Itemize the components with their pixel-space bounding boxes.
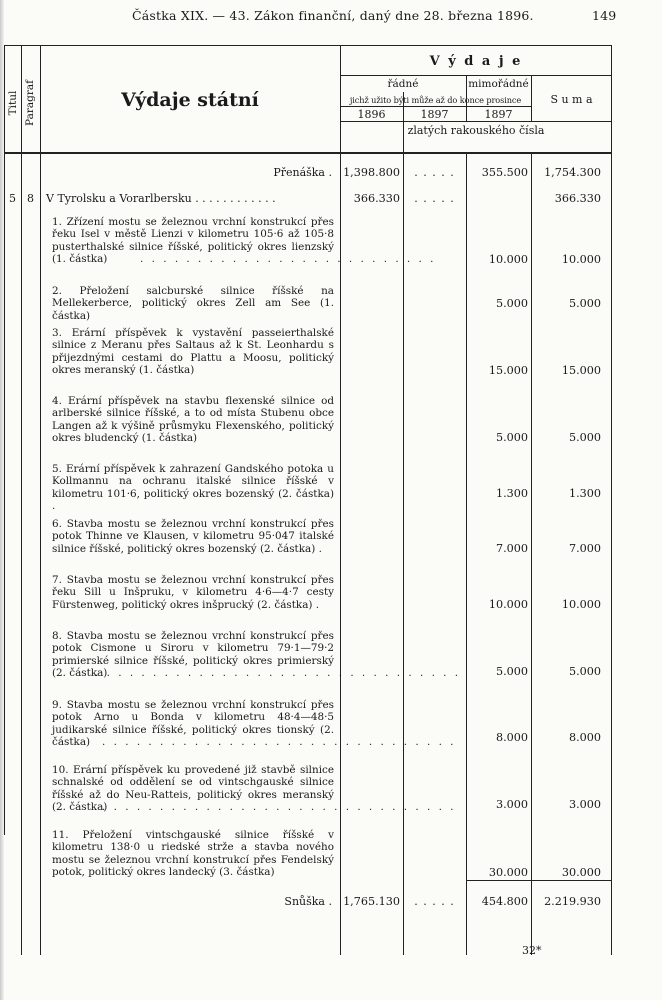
item-mimoradne: 30.000 <box>488 866 528 879</box>
list-item: 3. Erární příspěvek k vystavění passeierthalské silnice z Meranu přes Saltaus až k St. Leonhardu s přijezdnými cestami do Plattu a Moosu, politický okres meranský (1. částka) <box>52 327 334 377</box>
item-suma: 15.000 <box>561 364 601 377</box>
total-mimoradne: 454.800 <box>481 895 528 908</box>
section-suma: 366.330 <box>554 192 601 205</box>
column-header-radne: řádné <box>387 78 419 90</box>
column-note-jichz: jichž užito býti může až do konce prosince <box>349 95 522 105</box>
column-year-1897-mimoradne: 1897 <box>484 108 513 121</box>
column-header-mimoradne: mimořádné <box>468 78 529 90</box>
list-item: 8. Stavba mostu se železnou vrchní konstrukcí přes potok Cismone u Siroru v kilometru 79·1—79·2 primierské silnice říšské, politický okres primierský (2. částka) <box>52 630 334 680</box>
item-suma: 10.000 <box>561 253 601 266</box>
item-mimoradne: 10.000 <box>488 253 528 266</box>
list-item: 6. Stavba mostu se železnou vrchní konstrukcí přes potok Thinne ve Klausen, v kilometru 95·047 italské silnice říšské, politický okres bozenský (2. částka) . <box>52 518 334 555</box>
item-suma: 5.000 <box>568 431 601 444</box>
carry-radne-1897: . . . . . <box>414 166 455 179</box>
section-paragraf: 8 <box>27 192 34 205</box>
total-suma: 2.219.930 <box>544 895 601 908</box>
leader-dots: . . . . . . . . . . . . . . . . . . . . . . . . . . <box>140 253 436 265</box>
column-header-suma: S u m a <box>550 93 593 106</box>
subtotal-rule <box>466 880 611 881</box>
total-label: Snůška . <box>284 895 332 908</box>
carry-label: Přenáška . <box>273 166 332 179</box>
item-suma: 10.000 <box>561 598 601 611</box>
section-radne-1896: 366.330 <box>353 192 400 205</box>
column-group-vydaje: V ý d a j e <box>429 54 523 69</box>
column-header-paragraf: Paragraf <box>24 79 36 127</box>
section-radne-1897: . . . . . <box>414 192 455 205</box>
page-number: 149 <box>592 8 617 23</box>
item-suma: 7.000 <box>568 542 601 555</box>
list-item: 7. Stavba mostu se železnou vrchní konstrukcí přes řeku Sill u Inšpruku, v kilometru 4·6—4·7 cesty Fürstenweg, politický okres inšprucký (2. částka) . <box>52 574 334 611</box>
carry-radne-1896: 1,398.800 <box>343 166 400 179</box>
item-suma: 3.000 <box>568 798 601 811</box>
item-mimoradne: 10.000 <box>488 598 528 611</box>
running-header: Částka XIX. — 43. Zákon finanční, daný dne 28. března 1896. <box>132 8 534 23</box>
item-suma: 30.000 <box>561 866 601 879</box>
currency-unit: zlatých rakouského čísla <box>407 124 545 137</box>
total-radne-1896: 1,765.130 <box>343 895 400 908</box>
item-suma: 5.000 <box>568 297 601 310</box>
column-year-1897-radne: 1897 <box>420 108 449 121</box>
column-year-1896: 1896 <box>357 108 386 121</box>
item-mimoradne: 1.300 <box>495 487 528 500</box>
item-suma: 1.300 <box>568 487 601 500</box>
carry-suma: 1,754.300 <box>544 166 601 179</box>
leader-dots: . . . . . . . . . . . . . . . . . . . . . . . . . . . . . . . <box>102 801 456 813</box>
table-title: Výdaje státní <box>121 89 259 111</box>
total-radne-1897: . . . . . <box>414 895 455 908</box>
list-item: 4. Erární příspěvek na stavbu flexenské silnice od arlberské silnice říšské, a to od místa Stubenu obce Langen až k výšině průsmyku Flexenského, politický okres bludencký (1. částka) <box>52 395 334 445</box>
list-item: 11. Přeložení vintschgauské silnice říšské v kilometru 138·0 u riedské strže a stavba nového mostu se železnou vrchní konstrukcí přes Fendelský potok, politický okres landecký (3. částka) <box>52 829 334 879</box>
item-suma: 5.000 <box>568 665 601 678</box>
list-item: 10. Erární příspěvek ku provedené již stavbě silnice schnalské od oddělení se od vintschgauské silnice říšské až do Neu-Ratteis, politický okres meranský (2. částka) <box>52 764 334 814</box>
section-label: V Tyrolsku a Vorarlbersku . . . . . . . . . . . . <box>46 192 276 205</box>
list-item: 2. Přeložení salcburské silnice říšské na Mellekerberce, politický okres Zell am See (1. částka) <box>52 285 334 322</box>
carry-mimoradne: 355.500 <box>481 166 528 179</box>
list-item: 1. Zřízení mostu se železnou vrchní konstrukcí přes řeku Isel v městě Lienzi v kilometru 105·6 až 105·8 pusterthalské silnice říšské, politický okres lienzský (1. částka) <box>52 216 334 266</box>
list-item: 9. Stavba mostu se železnou vrchní konstrukcí přes potok Arno u Bonda v kilometru 48·4—48·5 judikarské silnice říšské, politický okres tionský (2. částka) <box>52 699 334 749</box>
section-titul: 5 <box>9 192 16 205</box>
item-suma: 8.000 <box>568 731 601 744</box>
item-mimoradne: 3.000 <box>495 798 528 811</box>
item-mimoradne: 8.000 <box>495 731 528 744</box>
leader-dots: . . . . . . . . . . . . . . . . . . . . . . . . . . . . . . . <box>102 736 456 748</box>
sheet-signature: 32* <box>522 944 542 957</box>
item-mimoradne: 5.000 <box>495 431 528 444</box>
column-header-titul: Titul <box>7 90 19 116</box>
item-mimoradne: 7.000 <box>495 542 528 555</box>
item-mimoradne: 5.000 <box>495 665 528 678</box>
list-item: 5. Erární příspěvek k zahrazení Gandského potoka u Kollmannu na ochranu italské silnice říšské v kilometru 101·6, politický okres bozenský (2. částka) . <box>52 463 334 513</box>
item-mimoradne: 5.000 <box>495 297 528 310</box>
item-mimoradne: 15.000 <box>488 364 528 377</box>
leader-dots: . . . . . . . . . . . . . . . . . . . . . . . . . . . . . . . . <box>95 667 461 679</box>
